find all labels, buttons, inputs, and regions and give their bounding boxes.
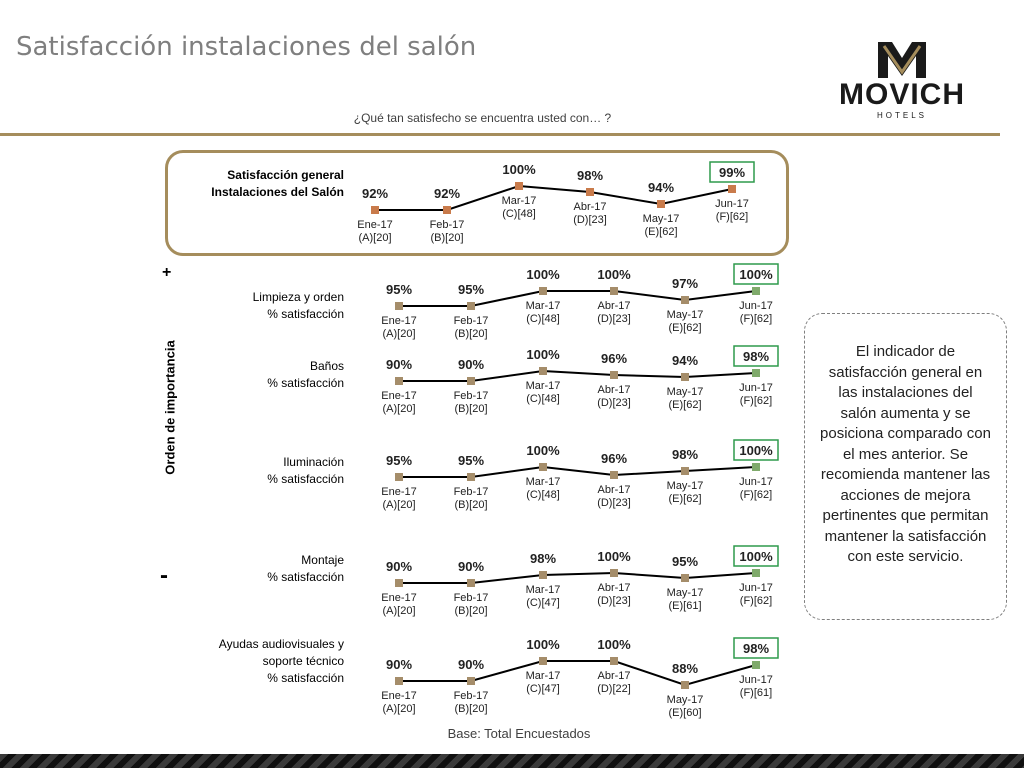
month-label-audiovisual-3: Abr-17 xyxy=(597,670,631,682)
month-label-lighting-2: Mar-17 xyxy=(525,476,561,488)
series-label-overall: Satisfacción general Instalaciones del Salón xyxy=(211,168,344,199)
value-label-lighting-0: 95% xyxy=(385,453,413,468)
series-line-setup xyxy=(399,573,756,583)
value-label-bathrooms-1: 90% xyxy=(457,357,485,372)
month-label-overall-2: Mar-17 xyxy=(501,195,537,207)
data-point-cleaning-1 xyxy=(467,302,475,310)
base-label-audiovisual-2: (C)[47] xyxy=(526,683,560,695)
base-label-audiovisual-3: (D)[22] xyxy=(597,683,631,695)
bottom-pattern-band xyxy=(0,754,1024,768)
month-label-bathrooms-1: Feb-17 xyxy=(453,390,489,402)
importance-axis-label: Orden de importancia xyxy=(162,340,178,475)
month-label-overall-4: May-17 xyxy=(642,213,680,225)
month-label-bathrooms-5: Jun-17 xyxy=(739,382,773,394)
data-point-audiovisual-3 xyxy=(610,657,618,665)
value-label-cleaning-4: 97% xyxy=(671,276,699,291)
logo-sub-text: HOTELS xyxy=(876,111,928,120)
series-label-cleaning: Limpieza y orden % satisfacción xyxy=(252,290,344,321)
value-label-overall-3: 98% xyxy=(576,168,604,183)
month-label-lighting-4: May-17 xyxy=(666,480,704,492)
data-point-cleaning-2 xyxy=(539,287,547,295)
value-label-overall-2: 100% xyxy=(502,162,536,177)
month-label-setup-2: Mar-17 xyxy=(525,584,561,596)
series-label-setup: Montaje % satisfacción xyxy=(267,553,344,584)
base-label-bathrooms-3: (D)[23] xyxy=(597,397,631,409)
value-label-overall-5: 99% xyxy=(718,165,746,180)
base-note: Base: Total Encuestados xyxy=(447,726,591,741)
month-label-setup-1: Feb-17 xyxy=(453,592,489,604)
month-label-setup-0: Ene-17 xyxy=(381,592,417,604)
series-label-lighting: Iluminación % satisfacción xyxy=(267,455,344,486)
month-label-setup-5: Jun-17 xyxy=(739,582,773,594)
base-label-lighting-4: (E)[62] xyxy=(668,493,702,505)
month-label-cleaning-3: Abr-17 xyxy=(597,300,631,312)
value-label-bathrooms-4: 94% xyxy=(671,353,699,368)
data-point-audiovisual-1 xyxy=(467,677,475,685)
value-label-lighting-4: 98% xyxy=(671,447,699,462)
month-label-overall-0: Ene-17 xyxy=(357,219,393,231)
month-label-setup-3: Abr-17 xyxy=(597,582,631,594)
value-label-cleaning-3: 100% xyxy=(597,267,631,282)
base-label-setup-2: (C)[47] xyxy=(526,597,560,609)
value-label-audiovisual-3: 100% xyxy=(597,637,631,652)
base-label-overall-1: (B)[20] xyxy=(430,232,464,244)
data-point-setup-4 xyxy=(681,574,689,582)
data-point-setup-2 xyxy=(539,571,547,579)
month-label-audiovisual-1: Feb-17 xyxy=(453,690,489,702)
base-label-audiovisual-1: (B)[20] xyxy=(454,703,488,715)
data-point-setup-0 xyxy=(395,579,403,587)
value-label-cleaning-5: 100% xyxy=(739,267,773,282)
base-label-bathrooms-0: (A)[20] xyxy=(382,403,416,415)
value-label-bathrooms-5: 98% xyxy=(742,349,770,364)
value-label-bathrooms-3: 96% xyxy=(600,351,628,366)
value-label-audiovisual-2: 100% xyxy=(526,637,560,652)
base-label-cleaning-0: (A)[20] xyxy=(382,328,416,340)
data-point-lighting-1 xyxy=(467,473,475,481)
value-label-audiovisual-4: 88% xyxy=(671,661,699,676)
month-label-audiovisual-5: Jun-17 xyxy=(739,674,773,686)
data-point-cleaning-0 xyxy=(395,302,403,310)
value-label-bathrooms-0: 90% xyxy=(385,357,413,372)
base-label-setup-1: (B)[20] xyxy=(454,605,488,617)
month-label-bathrooms-3: Abr-17 xyxy=(597,384,631,396)
month-label-overall-1: Feb-17 xyxy=(429,219,465,231)
base-label-setup-4: (E)[61] xyxy=(668,600,702,612)
value-label-lighting-2: 100% xyxy=(526,443,560,458)
month-label-overall-5: Jun-17 xyxy=(715,198,749,210)
data-point-bathrooms-1 xyxy=(467,377,475,385)
data-point-lighting-3 xyxy=(610,471,618,479)
data-point-lighting-2 xyxy=(539,463,547,471)
base-label-bathrooms-4: (E)[62] xyxy=(668,399,702,411)
base-label-overall-2: (C)[48] xyxy=(502,208,536,220)
value-label-overall-1: 92% xyxy=(433,186,461,201)
value-label-setup-3: 100% xyxy=(597,549,631,564)
month-label-cleaning-0: Ene-17 xyxy=(381,315,417,327)
value-label-setup-1: 90% xyxy=(457,559,485,574)
month-label-bathrooms-4: May-17 xyxy=(666,386,704,398)
data-point-audiovisual-2 xyxy=(539,657,547,665)
data-point-bathrooms-3 xyxy=(610,371,618,379)
base-label-lighting-2: (C)[48] xyxy=(526,489,560,501)
base-label-audiovisual-5: (F)[61] xyxy=(739,687,773,699)
base-label-cleaning-1: (B)[20] xyxy=(454,328,488,340)
base-label-overall-4: (E)[62] xyxy=(644,226,678,238)
base-label-lighting-0: (A)[20] xyxy=(382,499,416,511)
series-line-overall xyxy=(375,186,732,210)
logo-brand-text: MOVICH xyxy=(839,78,965,111)
data-point-bathrooms-0 xyxy=(395,377,403,385)
month-label-bathrooms-0: Ene-17 xyxy=(381,390,417,402)
month-label-lighting-5: Jun-17 xyxy=(739,476,773,488)
month-label-cleaning-2: Mar-17 xyxy=(525,300,561,312)
base-label-lighting-3: (D)[23] xyxy=(597,497,631,509)
month-label-lighting-3: Abr-17 xyxy=(597,484,631,496)
base-label-bathrooms-1: (B)[20] xyxy=(454,403,488,415)
value-label-lighting-3: 96% xyxy=(600,451,628,466)
base-label-setup-0: (A)[20] xyxy=(382,605,416,617)
data-point-overall-4 xyxy=(657,200,665,208)
base-label-cleaning-3: (D)[23] xyxy=(597,313,631,325)
month-label-audiovisual-4: May-17 xyxy=(666,694,704,706)
data-point-audiovisual-4 xyxy=(681,681,689,689)
insight-note: El indicador de satisfacción general en las instalaciones del salón aumenta y se posiciona comparado con el mes anterior. Se recomienda mantener las acciones de mejora pertinentes que permitan mantener la satisfacción con este servicio. xyxy=(804,313,1007,620)
importance-plus: + xyxy=(162,264,172,281)
value-label-cleaning-1: 95% xyxy=(457,282,485,297)
value-label-audiovisual-0: 90% xyxy=(385,657,413,672)
importance-minus: - xyxy=(160,562,168,589)
base-label-overall-3: (D)[23] xyxy=(573,214,607,226)
data-point-cleaning-3 xyxy=(610,287,618,295)
series-line-bathrooms xyxy=(399,371,756,381)
base-label-overall-0: (A)[20] xyxy=(358,232,392,244)
month-label-cleaning-4: May-17 xyxy=(666,309,704,321)
value-label-overall-4: 94% xyxy=(647,180,675,195)
base-label-overall-5: (F)[62] xyxy=(715,211,749,223)
data-point-lighting-0 xyxy=(395,473,403,481)
month-label-lighting-0: Ene-17 xyxy=(381,486,417,498)
data-point-audiovisual-0 xyxy=(395,677,403,685)
base-label-audiovisual-0: (A)[20] xyxy=(382,703,416,715)
value-label-overall-0: 92% xyxy=(361,186,389,201)
base-label-audiovisual-4: (E)[60] xyxy=(668,707,702,719)
month-label-overall-3: Abr-17 xyxy=(573,201,607,213)
data-point-setup-5 xyxy=(752,569,760,577)
data-point-audiovisual-5 xyxy=(752,661,760,669)
base-label-lighting-5: (F)[62] xyxy=(739,489,773,501)
month-label-cleaning-5: Jun-17 xyxy=(739,300,773,312)
month-label-setup-4: May-17 xyxy=(666,587,704,599)
series-label-audiovisual: Ayudas audiovisuales y soporte técnico % satisfacción xyxy=(218,637,344,685)
value-label-lighting-1: 95% xyxy=(457,453,485,468)
value-label-audiovisual-5: 98% xyxy=(742,641,770,656)
value-label-audiovisual-1: 90% xyxy=(457,657,485,672)
month-label-lighting-1: Feb-17 xyxy=(453,486,489,498)
base-label-bathrooms-5: (F)[62] xyxy=(739,395,773,407)
data-point-overall-0 xyxy=(371,206,379,214)
value-label-lighting-5: 100% xyxy=(739,443,773,458)
data-point-bathrooms-4 xyxy=(681,373,689,381)
data-point-overall-5 xyxy=(728,185,736,193)
data-point-cleaning-5 xyxy=(752,287,760,295)
series-line-audiovisual xyxy=(399,661,756,685)
base-label-cleaning-5: (F)[62] xyxy=(739,313,773,325)
value-label-setup-4: 95% xyxy=(671,554,699,569)
data-point-cleaning-4 xyxy=(681,296,689,304)
series-label-bathrooms: Baños % satisfacción xyxy=(267,359,344,390)
data-point-lighting-4 xyxy=(681,467,689,475)
data-point-lighting-5 xyxy=(752,463,760,471)
value-label-bathrooms-2: 100% xyxy=(526,347,560,362)
month-label-cleaning-1: Feb-17 xyxy=(453,315,489,327)
base-label-cleaning-4: (E)[62] xyxy=(668,322,702,334)
data-point-bathrooms-5 xyxy=(752,369,760,377)
series-line-lighting xyxy=(399,467,756,477)
base-label-lighting-1: (B)[20] xyxy=(454,499,488,511)
data-point-overall-3 xyxy=(586,188,594,196)
value-label-setup-5: 100% xyxy=(739,549,773,564)
base-label-setup-3: (D)[23] xyxy=(597,595,631,607)
base-label-cleaning-2: (C)[48] xyxy=(526,313,560,325)
data-point-bathrooms-2 xyxy=(539,367,547,375)
data-point-overall-1 xyxy=(443,206,451,214)
value-label-setup-0: 90% xyxy=(385,559,413,574)
data-point-overall-2 xyxy=(515,182,523,190)
data-point-setup-3 xyxy=(610,569,618,577)
month-label-audiovisual-0: Ene-17 xyxy=(381,690,417,702)
month-label-audiovisual-2: Mar-17 xyxy=(525,670,561,682)
value-label-cleaning-2: 100% xyxy=(526,267,560,282)
value-label-setup-2: 98% xyxy=(529,551,557,566)
value-label-cleaning-0: 95% xyxy=(385,282,413,297)
base-label-bathrooms-2: (C)[48] xyxy=(526,393,560,405)
survey-question: ¿Qué tan satisfecho se encuentra usted con… ? xyxy=(353,111,612,125)
base-label-setup-5: (F)[62] xyxy=(739,595,773,607)
series-line-cleaning xyxy=(399,291,756,306)
month-label-bathrooms-2: Mar-17 xyxy=(525,380,561,392)
data-point-setup-1 xyxy=(467,579,475,587)
page-title: Satisfacción instalaciones del salón xyxy=(16,32,477,62)
